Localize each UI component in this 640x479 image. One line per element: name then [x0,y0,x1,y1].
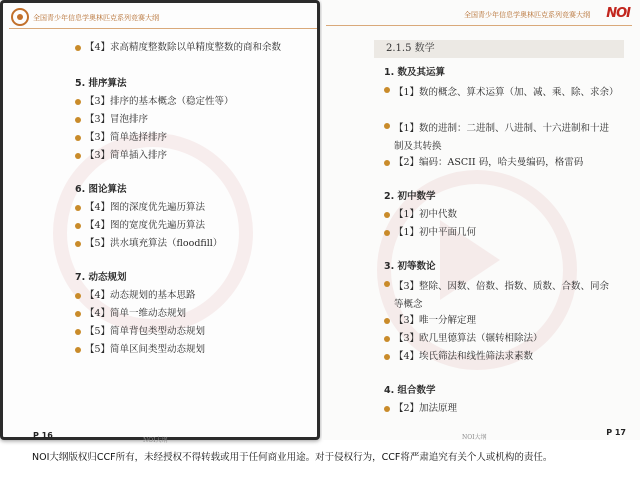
bullet-icon [384,318,390,324]
list-item: 【4】简单一维动态规划 [75,307,186,320]
bullet-icon [384,281,390,287]
bullet-icon [75,45,81,51]
list-item: 【1】数的概念、算术运算（加、减、乘、除、求余） [384,84,614,102]
bullet-icon [75,329,81,335]
bullet-icon [384,230,390,236]
list-item: 【3】欧几里德算法（辗转相除法） [384,332,543,345]
list-item: 【1】初中代数 [384,208,457,221]
list-item: 【2】加法原理 [384,402,457,415]
list-item: 【4】图的宽度优先遍历算法 [75,219,205,232]
section-heading: 7. 动态规划 [75,272,127,283]
page-header: 全国青少年信息学奥林匹克系列竞赛大纲 [33,14,159,22]
bullet-icon [384,406,390,412]
header-divider [9,28,317,29]
noi-logo: NOI [606,6,630,21]
subsection-heading: 2. 初中数学 [384,191,436,202]
list-item: 【4】动态规划的基本思路 [75,289,196,302]
bullet-icon [384,212,390,218]
page-number: P 16 [33,431,53,440]
bullet-icon [384,87,390,93]
bullet-icon [75,153,81,159]
left-page [0,0,320,444]
section-heading: 5. 排序算法 [75,78,127,89]
list-item: 【1】初中平面几何 [384,226,476,239]
bullet-icon [75,205,81,211]
list-item: 【2】编码：ASCII 码，哈夫曼编码，格雷码 [384,156,583,169]
bullet-icon [75,117,81,123]
bullet-icon [75,347,81,353]
bullet-icon [384,123,390,129]
list-item: 【4】埃氏筛法和线性筛法求素数 [384,350,533,363]
list-item: 【3】简单插入排序 [75,149,167,162]
bullet-icon [75,223,81,229]
header-divider [326,25,632,26]
page-footer: NOI大纲 [462,434,487,441]
list-item: 【3】冒泡排序 [75,113,148,126]
copyright-notice: NOI大纲版权归CCF所有，未经授权不得转载或用于任何商业用途。对于侵权行为，CCF将严肃追究有关个人或机构的责任。 [0,448,640,479]
list-item: 【4】图的深度优先遍历算法 [75,201,205,214]
list-item: 【1】数的进制：二进制、八进制、十六进制和十进制及其转换 [384,120,614,156]
bullet-icon [384,354,390,360]
bullet-icon [384,336,390,342]
list-item: 【5】简单背包类型动态规划 [75,325,205,338]
bullet-icon [75,241,81,247]
list-item: 【4】求高精度整数除以单精度整数的商和余数 [75,41,281,54]
bullet-icon [75,311,81,317]
list-item: 【3】唯一分解定理 [384,314,476,327]
subsection-heading: 3. 初等数论 [384,261,436,272]
page-footer: NOI大纲 [143,437,168,444]
subsection-heading: 1. 数及其运算 [384,67,446,78]
list-item: 【3】整除、因数、倍数、指数、质数、合数、同余等概念 [384,278,614,314]
bullet-icon [75,135,81,141]
subsection-heading: 4. 组合数学 [384,385,436,396]
list-item: 【5】简单区间类型动态规划 [75,343,205,356]
list-item: 【5】洪水填充算法（floodfill） [75,237,222,250]
bullet-icon [75,293,81,299]
list-item: 【3】排序的基本概念（稳定性等） [75,95,234,108]
section-title: 2.1.5 数学 [374,40,624,58]
bullet-icon [384,160,390,166]
page-number: P 17 [606,428,626,437]
page-header: 全国青少年信息学奥林匹克系列竞赛大纲 [464,11,590,19]
bullet-icon [75,99,81,105]
section-heading: 6. 图论算法 [75,184,127,195]
right-page [322,0,640,440]
ccf-watermark-icon [53,133,253,333]
olympiad-logo-icon [11,8,29,26]
list-item: 【3】简单选择排序 [75,131,167,144]
